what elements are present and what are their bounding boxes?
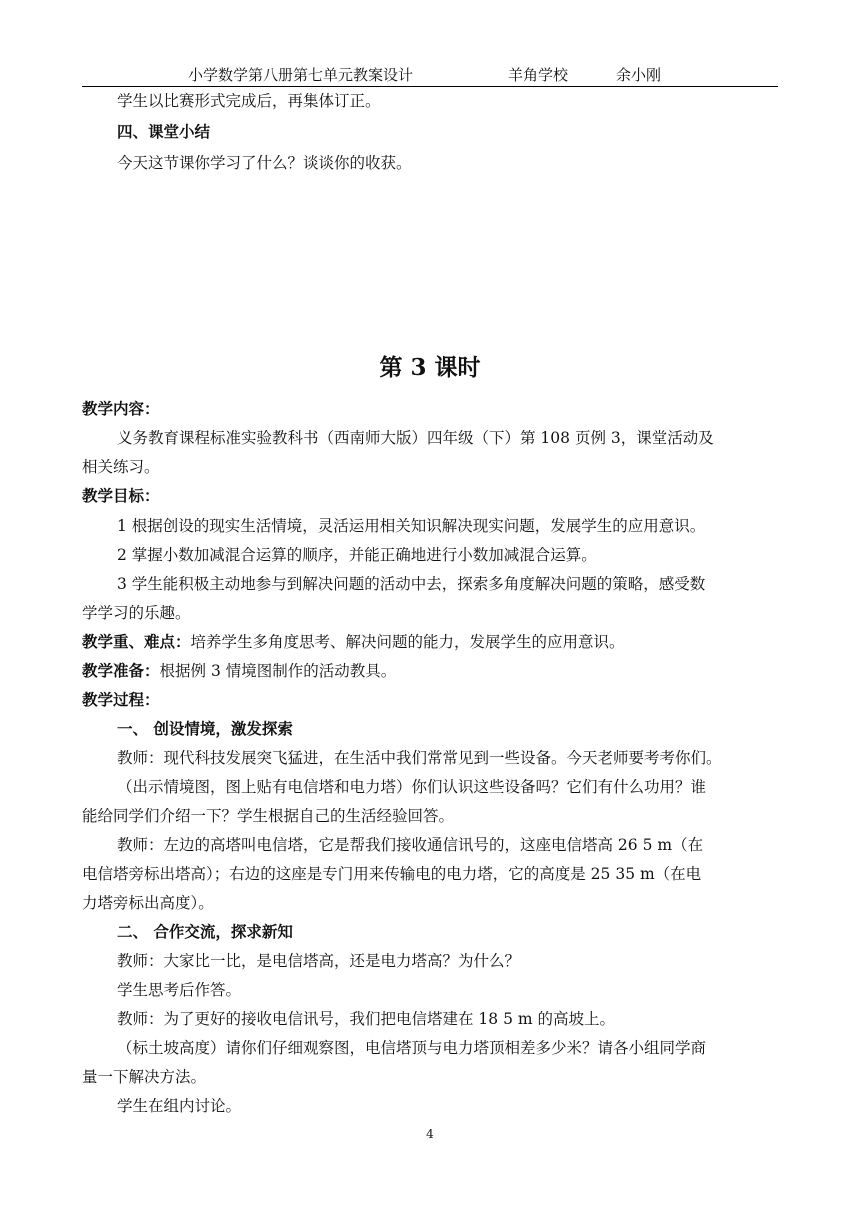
page-number: 4	[426, 1127, 434, 1141]
text-line: 能给同学们介绍一下？学生根据自己的生活经验回答。	[82, 807, 455, 825]
text-line: （标土坡高度）请你们仔细观察图，电信塔顶与电力塔顶相差多少米？请各小组同学商	[117, 1039, 707, 1057]
section-heading: 二、 合作交流，探求新知	[117, 922, 293, 941]
goal-item: 3 学生能积极主动地参与到解决问题的活动中去，探索多角度解决问题的策略，感受数	[117, 575, 706, 593]
keypoints-text: 培养学生多角度思考、解决问题的能力，发展学生的应用意识。	[190, 633, 625, 651]
text-line: 学生在组内讨论。	[117, 1097, 242, 1115]
header-school: 羊角学校	[508, 66, 569, 84]
text-line: 电信塔旁标出塔高）；右边的这座是专门用来传输电的电力塔，它的高度是 25 35 m（在电	[82, 865, 702, 883]
goal-item: 1 根据创设的现实生活情境，灵活运用相关知识解决现实问题，发展学生的应用意识。	[117, 517, 706, 535]
section-heading: 四、课堂小结	[117, 122, 211, 141]
content-label: 教学内容：	[82, 399, 160, 418]
header-author: 余小刚	[616, 66, 662, 84]
section-heading: 一、 创设情境，激发探索	[117, 719, 293, 738]
header-title: 小学数学第八册第七单元教案设计	[188, 66, 414, 84]
prep-label: 教学准备：	[82, 661, 160, 680]
goal-item-cont: 学学习的乐趣。	[82, 604, 191, 622]
process-label: 教学过程：	[82, 690, 160, 709]
keypoints-label: 教学重、难点：	[82, 632, 191, 651]
keypoints-line	[82, 631, 625, 653]
goals-label: 教学目标：	[82, 486, 160, 505]
text-line: 教师：现代科技发展突飞猛进，在生活中我们常常见到一些设备。今天老师要考考你们。	[117, 749, 722, 767]
text-line: 教师：大家比一比，是电信塔高，还是电力塔高？为什么？	[117, 952, 521, 970]
text-line: 学生以比赛形式完成后，再集体订正。	[117, 92, 381, 110]
text-line: 教师：为了更好的接收电信讯号，我们把电信塔建在 18 5 m 的高坡上。	[117, 1010, 615, 1028]
text-line: 学生思考后作答。	[117, 981, 242, 999]
text-line: 义务教育课程标准实验教科书（西南师大版）四年级（下）第 108 页例 3，课堂活动及	[117, 429, 714, 447]
text-line: 力塔旁标出高度）。	[82, 894, 214, 912]
prep-text: 根据例 3 情境图制作的活动教具。	[159, 662, 397, 680]
goal-item: 2 掌握小数加减混合运算的顺序，并能正确地进行小数加减混合运算。	[117, 546, 597, 564]
page-header	[82, 62, 778, 87]
text-line: 今天这节课你学习了什么？谈谈你的收获。	[117, 154, 412, 172]
prep-line	[82, 660, 396, 682]
text-line: 量一下解决方法。	[82, 1068, 207, 1086]
lesson-title: 第 3 课时	[379, 354, 481, 381]
text-line: 教师：左边的高塔叫电信塔，它是帮我们接收通信讯号的，这座电信塔高 26 5 m（在	[117, 836, 704, 854]
text-line: （出示情境图，图上贴有电信塔和电力塔）你们认识这些设备吗？它们有什么功用？谁	[117, 778, 707, 796]
text-line: 相关练习。	[82, 458, 160, 476]
